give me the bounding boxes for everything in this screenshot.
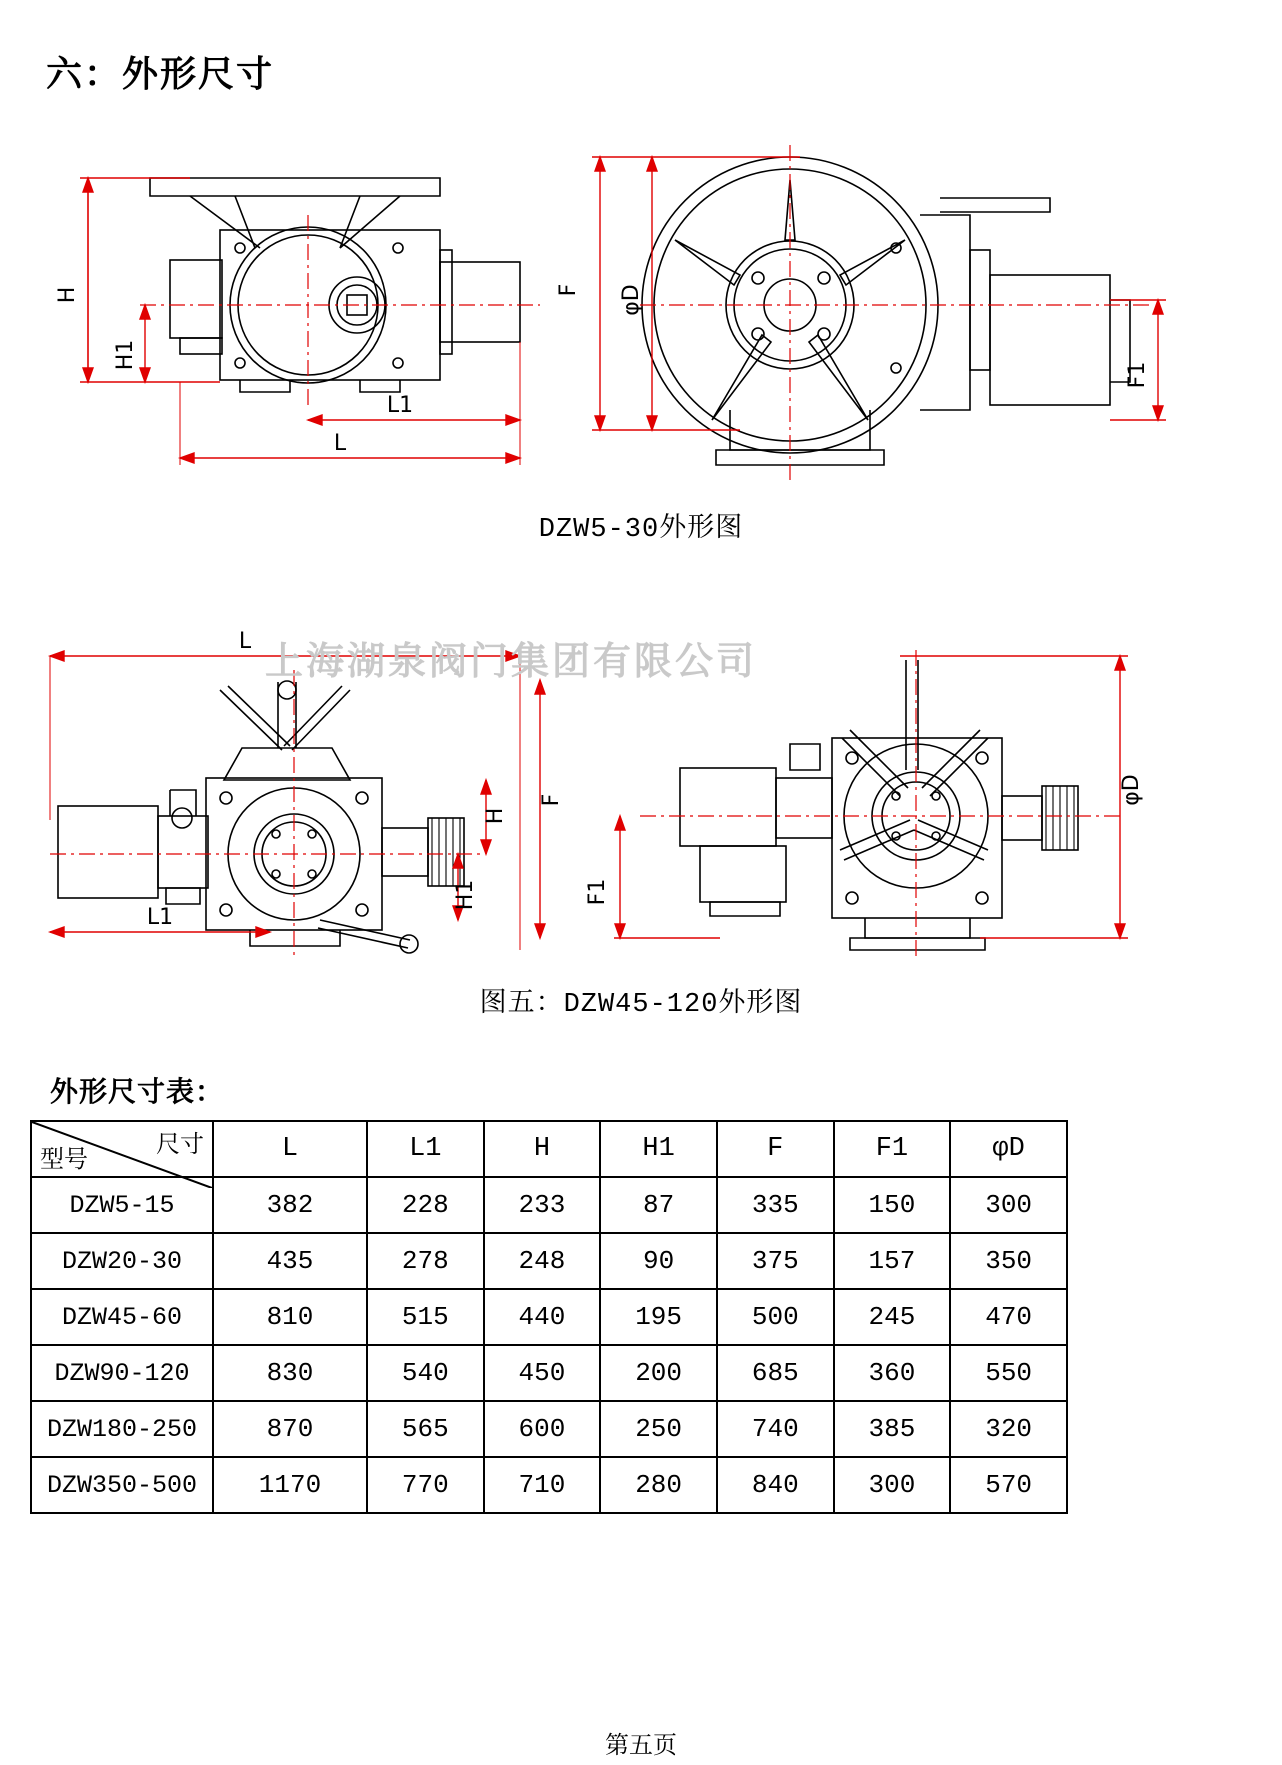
label-F1: F1 bbox=[1125, 361, 1150, 389]
cell-phiD: 570 bbox=[950, 1457, 1067, 1513]
label-F1-2: F1 bbox=[585, 878, 610, 906]
cell-H1: 195 bbox=[600, 1289, 717, 1345]
label-L1: L1 bbox=[386, 393, 414, 418]
cell-H1: 250 bbox=[600, 1401, 717, 1457]
cell-model: DZW20-30 bbox=[31, 1233, 213, 1289]
cell-model: DZW350-500 bbox=[31, 1457, 213, 1513]
cell-model: DZW180-250 bbox=[31, 1401, 213, 1457]
watermark: 上海湖泉阀门集团有限公司 bbox=[265, 639, 758, 683]
cell-F: 840 bbox=[717, 1457, 834, 1513]
cell-phiD: 300 bbox=[950, 1177, 1067, 1233]
cell-model: DZW90-120 bbox=[31, 1345, 213, 1401]
cell-H: 710 bbox=[484, 1457, 601, 1513]
cell-H: 248 bbox=[484, 1233, 601, 1289]
figure2-caption: 图五：DZW45-120外形图 bbox=[479, 990, 803, 1020]
cell-F1: 300 bbox=[834, 1457, 951, 1513]
cell-L1: 770 bbox=[367, 1457, 484, 1513]
cell-H1: 280 bbox=[600, 1457, 717, 1513]
col-header-F: F bbox=[717, 1121, 834, 1177]
cell-H1: 200 bbox=[600, 1345, 717, 1401]
cell-F: 500 bbox=[717, 1289, 834, 1345]
dimension-table bbox=[30, 1120, 1068, 1514]
page-number: 第五页 bbox=[605, 1731, 677, 1759]
cell-F: 740 bbox=[717, 1401, 834, 1457]
cell-F: 685 bbox=[717, 1345, 834, 1401]
table-row bbox=[31, 1401, 1067, 1457]
label-H1-2: H1 bbox=[453, 879, 478, 911]
cell-H1: 90 bbox=[600, 1233, 717, 1289]
label-H: H bbox=[55, 286, 80, 304]
cell-H1: 87 bbox=[600, 1177, 717, 1233]
col-header-L1: L1 bbox=[367, 1121, 484, 1177]
label-L-2: L bbox=[238, 629, 252, 654]
figure1-caption: DZW5-30外形图 bbox=[538, 515, 744, 545]
cell-F1: 245 bbox=[834, 1289, 951, 1345]
label-F: F bbox=[556, 283, 581, 297]
label-H-2: H bbox=[483, 807, 508, 825]
figure-dzw45-120-drawing bbox=[20, 620, 1260, 970]
cell-phiD: 550 bbox=[950, 1345, 1067, 1401]
cell-H: 450 bbox=[484, 1345, 601, 1401]
col-header-H: H bbox=[484, 1121, 601, 1177]
label-F-2: F bbox=[539, 793, 564, 807]
cell-L1: 565 bbox=[367, 1401, 484, 1457]
cell-phiD: 320 bbox=[950, 1401, 1067, 1457]
label-phiD: φD bbox=[619, 284, 644, 316]
cell-L: 870 bbox=[213, 1401, 367, 1457]
cell-H: 440 bbox=[484, 1289, 601, 1345]
table-row bbox=[31, 1345, 1067, 1401]
cell-phiD: 350 bbox=[950, 1233, 1067, 1289]
cell-F: 335 bbox=[717, 1177, 834, 1233]
corner-label-model: 型号 bbox=[40, 1145, 88, 1173]
cell-L: 810 bbox=[213, 1289, 367, 1345]
figure-dzw5-30-drawing bbox=[40, 120, 1240, 500]
cell-model: DZW5-15 bbox=[31, 1177, 213, 1233]
table-title: 外形尺寸表： bbox=[50, 1075, 225, 1108]
table-corner-cell bbox=[31, 1121, 213, 1177]
col-header-L: L bbox=[213, 1121, 367, 1177]
cell-F1: 157 bbox=[834, 1233, 951, 1289]
col-header-phiD: φD bbox=[950, 1121, 1067, 1177]
cell-L: 830 bbox=[213, 1345, 367, 1401]
cell-H: 233 bbox=[484, 1177, 601, 1233]
table-row bbox=[31, 1233, 1067, 1289]
cell-L1: 515 bbox=[367, 1289, 484, 1345]
cell-H: 600 bbox=[484, 1401, 601, 1457]
cell-model: DZW45-60 bbox=[31, 1289, 213, 1345]
cell-L: 1170 bbox=[213, 1457, 367, 1513]
col-header-H1: H1 bbox=[600, 1121, 717, 1177]
cell-F1: 360 bbox=[834, 1345, 951, 1401]
label-L1-2: L1 bbox=[146, 905, 174, 930]
corner-label-dimension: 尺寸 bbox=[156, 1130, 204, 1158]
table-header-row bbox=[31, 1121, 1067, 1177]
cell-F1: 385 bbox=[834, 1401, 951, 1457]
label-H1: H1 bbox=[113, 339, 138, 371]
page-title: 六：外形尺寸 bbox=[46, 54, 275, 95]
cell-F: 375 bbox=[717, 1233, 834, 1289]
cell-L: 435 bbox=[213, 1233, 367, 1289]
label-L: L bbox=[333, 431, 347, 456]
table-row bbox=[31, 1457, 1067, 1513]
cell-phiD: 470 bbox=[950, 1289, 1067, 1345]
label-phiD-2: φD bbox=[1119, 774, 1144, 806]
cell-L1: 540 bbox=[367, 1345, 484, 1401]
cell-F1: 150 bbox=[834, 1177, 951, 1233]
table-row bbox=[31, 1289, 1067, 1345]
cell-L1: 278 bbox=[367, 1233, 484, 1289]
col-header-F1: F1 bbox=[834, 1121, 951, 1177]
cell-L: 382 bbox=[213, 1177, 367, 1233]
cell-L1: 228 bbox=[367, 1177, 484, 1233]
